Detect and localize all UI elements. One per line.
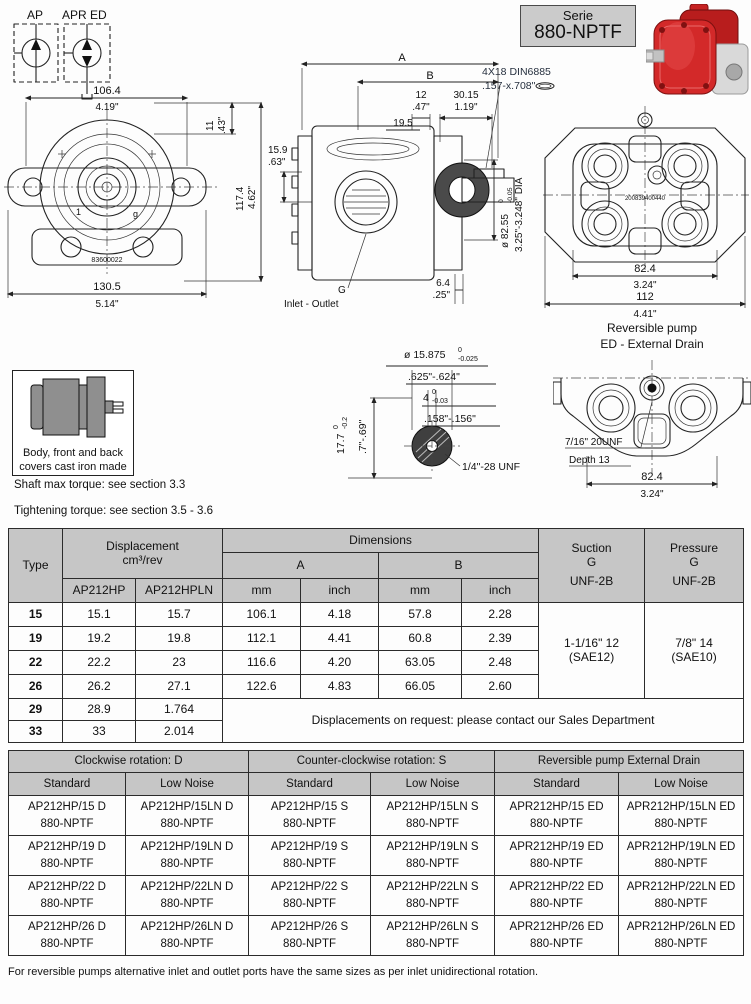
col-header-b-inch: inch [462,579,539,603]
key-note-line2: .157-x.708" [482,79,536,92]
dim-4-62: 4.62" [247,185,258,209]
col-header-a-mm: mm [223,579,301,603]
dim-19-5: 19.5 [393,118,413,129]
table-row: AP212HP/26 D 880-NPTF AP212HP/26LN D 880-NPTF AP212HP/26 S 880-NPTF AP212HP/26LN S 880-NPTF APR212HP/26 ED 880-NPTF APR212HP/26LN ED 880-NPTF [9,916,744,956]
body-material-box [12,370,134,476]
dim-dia-82-55 [498,187,514,248]
serie-title-box [520,5,636,47]
dim-4-41: 4.41" [633,309,657,320]
dim-106-4: 106.4 [93,85,121,97]
apr-ed-symbol-label: APR ED [62,8,107,22]
col-header-a: A [223,553,379,579]
col-header-type: Type [9,529,63,603]
shaft-dia: ø 15.875 [404,349,446,361]
dim-15-9: 15.9 [268,145,288,156]
dim-12: 12 [415,90,427,101]
key-note-line1: 4X18 DIN6885 [482,66,551,78]
dim-117-4: 117.4 [235,186,246,211]
front-cast-serial: 83600022 [91,257,123,264]
dim-82-4-rev: 82.4 [641,471,663,483]
sub-header: Low Noise [619,773,744,796]
pump-photo [646,4,751,102]
body-note-line2: covers cast iron made [19,460,127,473]
col-header-b: B [379,553,539,579]
pump-flow-arrow [31,39,41,50]
dim-3-24-rev: 3.24" [640,489,664,500]
svg-text:-0.05: -0.05 [507,187,514,203]
reversible-title-2: ED - External Drain [600,337,704,351]
cast-mark-1: 1 [76,207,82,217]
reversible-pump-drawing [553,316,751,508]
svg-text:0: 0 [498,199,505,203]
body-note-line1: Body, front and back [22,447,124,459]
dim-3-24: 3.24" [633,280,657,291]
dim-43in: .43" [217,116,228,134]
tightening-torque-note: Tightening torque: see section 3.5 - 3.6 [14,505,214,517]
dim-47in: .47" [412,102,430,113]
col-header-ap212hpln: AP212HPLN [136,579,223,603]
shaft-dia-tol-top: 0 [458,347,462,354]
shaft-key-width: 4 [423,392,429,404]
dim-B: B [426,70,434,82]
svg-text:-0.2: -0.2 [342,416,349,429]
group-counter-clockwise: Counter-clockwise rotation: S [249,751,495,773]
col-header-dimensions: Dimensions [223,529,539,553]
side-view-drawing [262,50,542,316]
table-row: AP212HP/22 D 880-NPTF AP212HP/22LN D 880-NPTF AP212HP/22 S 880-NPTF AP212HP/22LN S 880-NPTF APR212HP/22 ED 880-NPTF APR212HP/22LN ED 880-NPTF [9,876,744,916]
sub-header: Low Noise [126,773,249,796]
pump-silhouette [13,371,131,441]
dim-82-4: 82.4 [634,263,656,275]
shaft-dia-tol-bot: -0.025 [458,356,478,363]
shaft-torque-note: Shaft max torque: see section 3.3 [14,479,186,491]
sub-header: Standard [495,773,619,796]
dim-30-15: 30.15 [453,90,479,101]
dim-5-14: 5.14" [95,299,119,310]
shaft-key-tol-top: 0 [432,389,436,396]
table-row: 29 28.9 1.764 Displacements on request: please contact our Sales Department [9,699,744,721]
shaft-len [333,417,349,454]
dim-6-4: 6.4 [436,278,450,289]
cast-mark-g: g [133,209,139,219]
dim-A: A [398,52,406,64]
pump-flow-arrow [82,39,92,50]
col-header-displacement: Displacement cm³/rev [63,529,223,579]
pressure-value: 7/8" 14 (SAE10) [645,603,744,699]
dim-11: 11 [205,120,216,131]
reversible-title-1: Reversible pump [606,321,698,335]
back-view-drawing [543,100,751,320]
external-drain-port [648,384,657,393]
shaft-key-inch: .158"-.156" [424,413,476,425]
col-header-a-inch: inch [301,579,379,603]
drain-depth-label: Depth 13 [569,455,610,466]
shaft-thread: 1/4"-28 UNF [462,461,520,473]
serie-label: Serie [562,8,594,23]
ordering-table [8,750,744,956]
svg-text:17.7: 17.7 [335,433,347,454]
suction-value: 1-1/16" 12 (SAE12) [539,603,645,699]
table-row: 19 19.2 19.8 112.1 4.41 60.8 2.39 [9,627,744,651]
port-g-label: G [338,285,346,296]
svg-text:ø 82.55: ø 82.55 [500,214,511,248]
pump-port-hole [726,64,742,80]
serie-number: 880-NPTF [534,21,622,43]
col-header-pressure: Pressure G UNF-2B [645,529,744,603]
ap-symbol-label: AP [26,8,44,22]
shaft-len-inch: .7"-.69" [357,419,369,454]
table-row: AP212HP/19 D 880-NPTF AP212HP/19LN D 880-NPTF AP212HP/19 S 880-NPTF AP212HP/19LN S 880-NPTF APR212HP/19 ED 880-NPTF APR212HP/19LN ED 880-NPTF [9,836,744,876]
sub-header: Standard [249,773,371,796]
inlet-outlet-label: Inlet - Outlet [284,299,339,310]
table-row: 15 15.1 15.7 106.1 4.18 57.8 2.28 1-1/16" 12 (SAE12) 7/8" 14 (SAE10) [9,603,744,627]
shaft-dia-inch: .625"-.624" [408,371,460,383]
col-header-b-mm: mm [379,579,462,603]
pump-reverse-flow-arrow [82,56,92,67]
sub-header: Standard [9,773,126,796]
dim-25in: .25" [432,290,450,301]
front-view-drawing [4,76,266,316]
table-row: 22 22.2 23 116.6 4.20 63.05 2.48 [9,651,744,675]
footer-note: For reversible pumps alternative inlet and outlet ports have the same sizes as per inlet unidirectional rotation. [8,966,539,978]
col-header-ap212hp: AP212HP [63,579,136,603]
dim-63in: .63" [268,157,286,168]
shaft-key-tol-bot: -0.03 [432,398,448,405]
spec-table [8,528,744,743]
group-reversible: Reversible pump External Drain [495,751,744,773]
dim-130-5: 130.5 [93,281,121,293]
table-row: 26 26.2 27.1 122.6 4.83 66.05 2.60 [9,675,744,699]
group-clockwise: Clockwise rotation: D [9,751,249,773]
dim-1-19: 1.19" [454,102,478,113]
dim-4-19: 4.19" [95,102,119,113]
sub-header: Low Noise [371,773,495,796]
svg-text:0: 0 [333,425,340,429]
back-cast-serial: 200839400440 [624,196,666,202]
request-note: Displacements on request: please contact our Sales Department [223,699,744,743]
table-row: 33 33 2.014 [9,721,744,743]
drain-thread-label: 7/16" 20UNF [565,437,623,448]
dim-dia-inch: 3.25"-3.248" DIA [514,177,525,252]
shaft-detail-drawing [328,338,568,488]
table-row: AP212HP/15 D 880-NPTF AP212HP/15LN D 880-NPTF AP212HP/15 S 880-NPTF AP212HP/15LN S 880-NPTF APR212HP/15 ED 880-NPTF APR212HP/15LN ED 880-NPTF [9,796,744,836]
col-header-suction: Suction G UNF-2B [539,529,645,603]
dim-112: 112 [636,291,654,303]
